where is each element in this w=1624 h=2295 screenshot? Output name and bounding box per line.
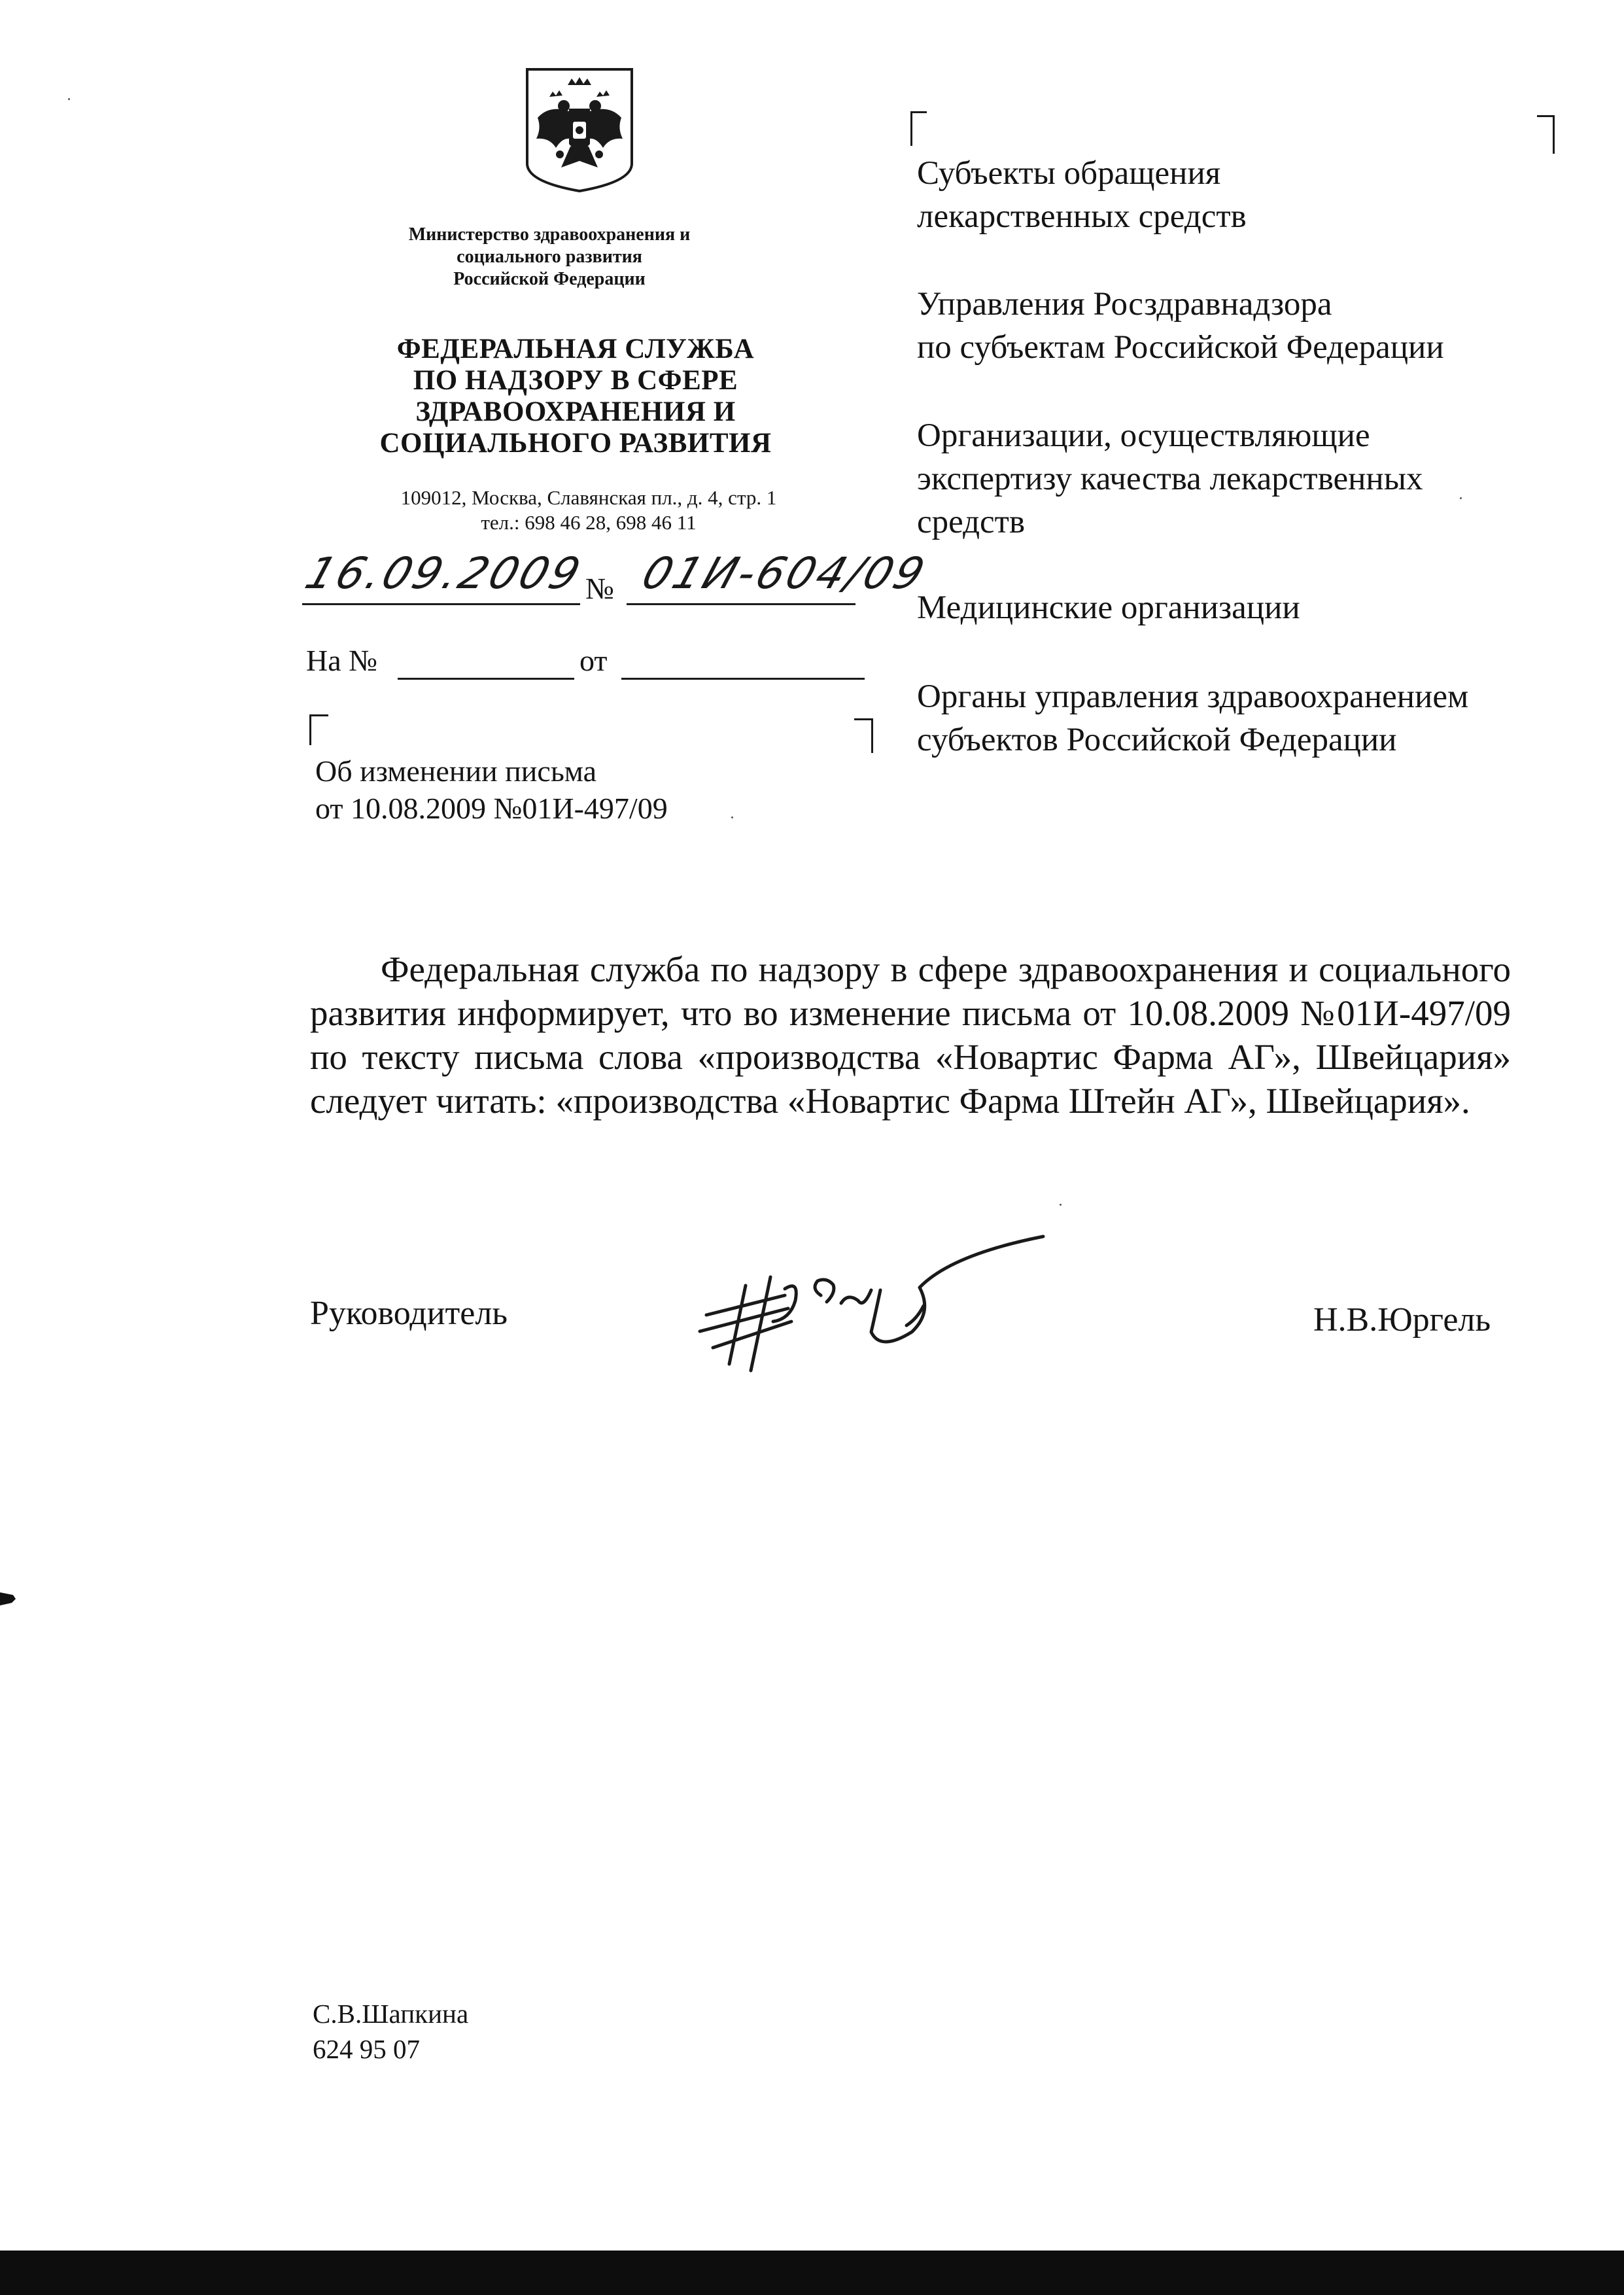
recipients-bracket-left <box>910 111 927 146</box>
reply-number-label: На № <box>306 644 378 677</box>
subject-bracket-left <box>309 714 328 745</box>
ministry-name-line-3: Российской Федерации <box>453 269 646 289</box>
recipient-2-line-2: по субъектам Российской Федерации <box>917 329 1444 366</box>
recipient-3-line-2: экспертизу качества лекарственных <box>917 461 1423 497</box>
service-name-line-3: ЗДРАВООХРАНЕНИЯ И <box>415 396 736 427</box>
recipient-3-line-3: средств <box>917 504 1026 540</box>
recipient-3-line-1: Организации, осуществляющие <box>917 417 1370 454</box>
letter-body: Федеральная служба по надзору в сфере здравоохранения и социального развития информирует, что во изменение письма от 10.08.2009 №01И-497/09 по тексту письма слова «производства «Новартис Фарма АГ», Швейцария» следует читать: «производства «Новартис Фарма Штейн АГ», Швейцария». <box>310 949 1511 1121</box>
outgoing-date: 16.09.2009 <box>299 548 589 599</box>
executor-phone: 624 95 07 <box>313 2034 420 2064</box>
recipient-2-line-1: Управления Росздравнадзора <box>917 286 1332 323</box>
number-sign: № <box>585 572 614 605</box>
recipient-5-line-2: субъектов Российской Федерации <box>917 722 1397 758</box>
ministry-name-line-2: социального развития <box>457 247 642 267</box>
recipient-3 <box>917 414 1610 544</box>
recipients-bracket-right <box>1537 115 1555 154</box>
scan-bottom-border <box>0 2251 1624 2295</box>
ministry-name-line-1: Министерство здравоохранения и <box>408 224 691 245</box>
recipient-1-line-2: лекарственных средств <box>917 198 1247 235</box>
scan-speck <box>68 98 70 100</box>
service-name-line-4: СОЦИАЛЬНОГО РАЗВИТИЯ <box>379 428 772 459</box>
coat-of-arms-icon <box>523 65 636 194</box>
scan-edge-mark <box>0 1590 17 1607</box>
service-phones: тел.: 698 46 28, 698 46 11 <box>481 511 697 534</box>
scan-speck <box>1460 497 1462 499</box>
outgoing-number: 01И-604/09 <box>636 548 933 599</box>
reply-from-label: от <box>579 644 608 677</box>
scan-speck <box>1060 1204 1062 1206</box>
service-address: 109012, Москва, Славянская пл., д. 4, стр. 1 <box>400 486 777 509</box>
subject-line-2: от 10.08.2009 №01И-497/09 <box>315 792 668 825</box>
service-name-line-2: ПО НАДЗОРУ В СФЕРЕ <box>413 365 738 396</box>
reply-from-line <box>621 678 865 680</box>
recipient-5-line-1: Органы управления здравоохранением <box>917 678 1469 715</box>
scan-speck <box>731 816 733 818</box>
recipient-1-line-1: Субъекты обращения <box>917 155 1221 192</box>
recipient-4-line-1: Медицинские организации <box>917 589 1300 626</box>
recipient-5 <box>917 675 1610 762</box>
recipient-4 <box>917 586 1610 629</box>
executor-name: С.В.Шапкина <box>313 1999 469 2029</box>
date-underline <box>302 603 580 605</box>
subject-bracket-right <box>854 718 873 753</box>
handwritten-signature <box>687 1217 1066 1374</box>
number-underline <box>627 603 855 605</box>
signatory-position: Руководитель <box>310 1295 508 1332</box>
reply-number-line <box>398 678 574 680</box>
recipient-2 <box>917 283 1610 369</box>
service-name-line-1: ФЕДЕРАЛЬНАЯ СЛУЖБА <box>396 334 755 364</box>
recipient-1 <box>917 152 1610 238</box>
signatory-name: Н.В.Юргель <box>1313 1301 1491 1339</box>
subject-line-1: Об изменении письма <box>315 754 597 788</box>
